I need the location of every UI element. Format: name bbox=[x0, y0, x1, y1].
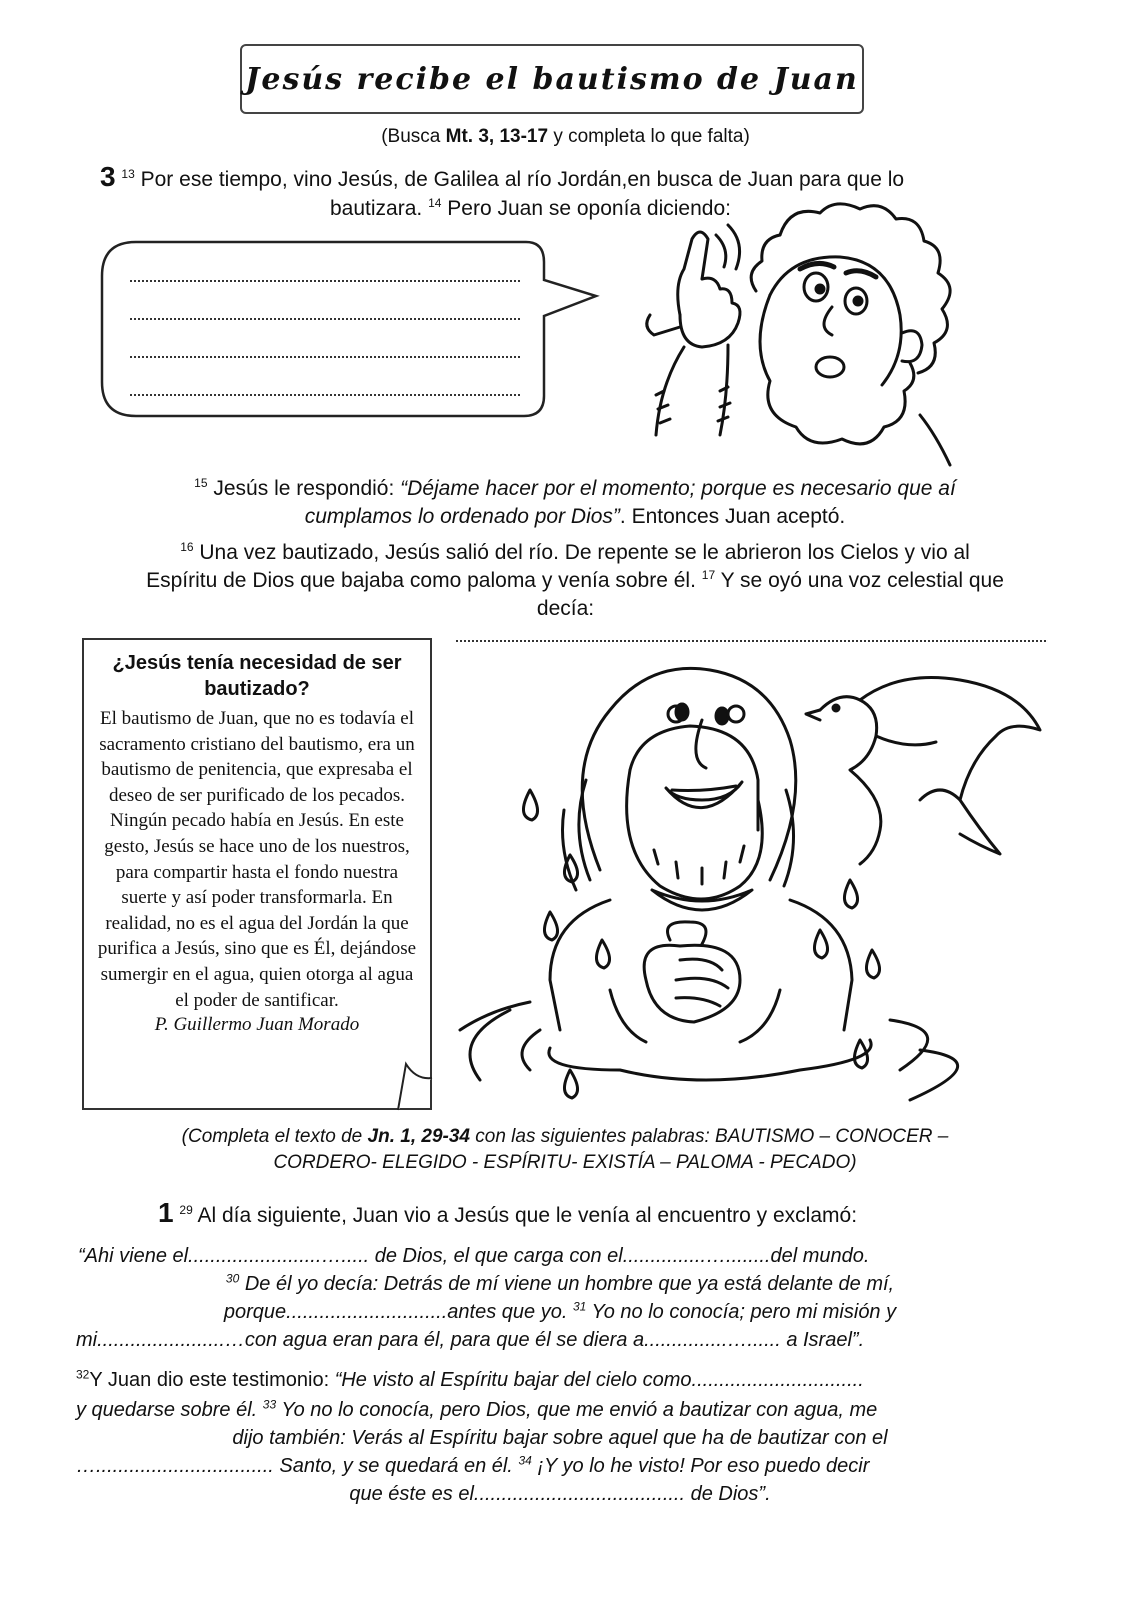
fill-line-g: dijo también: Verás al Espíritu bajar sobre aquel que ha de bautizar con el bbox=[232, 1427, 888, 1449]
title-box bbox=[240, 44, 864, 114]
fill-line-d[interactable]: mi.......................…con agua eran para él, para que él se diera a...............…...... a Israel”. bbox=[76, 1329, 865, 1351]
jesus-baptism-illustration bbox=[440, 650, 1080, 1120]
explanation-body: El bautismo de Juan, que no es todavía el sacramento cristiano del bautismo, era un bautismo de penitencia, que expresaba el deseo de ser purificado de los pecados. Ningún pecado había en Jesús. En este gesto, Jesús se hace uno de los nuestros, para compartir hasta el fondo nuestra suerte y así poder transformarla. En realidad, no es el agua del Jordán la que purifica a Jesús, sino que es Él, dejándose sumergir en el agua, quien otorga al agua el poder de santificar. bbox=[97, 708, 417, 1011]
answer-line-3[interactable] bbox=[130, 342, 520, 358]
page-title: Jesús recibe el bautismo de Juan bbox=[245, 61, 859, 97]
section-number-3: 3 bbox=[100, 161, 116, 192]
verse-13: 3 $^{13}$ Por ese tiempo, vino Jesús, de Galilea al río Jordán,en busca de Juan para que lo bbox=[100, 161, 905, 192]
fill-line-a[interactable]: “Ahi viene el........................…..... de Dios, el que carga con el...............…........del mundo. bbox=[78, 1245, 870, 1267]
instruction-mt: (Busca Mt. 3, 13-17 y completa lo que falta) bbox=[381, 126, 750, 147]
answer-line-2[interactable] bbox=[130, 304, 520, 320]
fill-line-c[interactable]: porque.............................antes que yo. $^{31}$ Yo no lo conocía; pero mi misión y bbox=[223, 1299, 897, 1323]
verse-14: bautizara. $^{14}$ Pero Juan se oponía diciendo: bbox=[330, 196, 731, 220]
instruction-jn: (Completa el texto de Jn. 1, 29-34 con las siguientes palabras: BAUTISMO – CONOCER – bbox=[181, 1126, 949, 1147]
verse-29: 1 $^{29}$ Al día siguiente, Juan vio a Jesús que le venía al encuentro y exclamó: bbox=[158, 1197, 858, 1228]
voice-answer-line[interactable] bbox=[456, 630, 1046, 642]
answer-line-1[interactable] bbox=[130, 266, 520, 282]
speech-bubble bbox=[96, 236, 606, 426]
instruction2-ref: Jn. 1, 29-34 bbox=[367, 1126, 470, 1147]
section-number-1: 1 bbox=[158, 1197, 174, 1228]
explanation-heading: ¿Jesús tenía necesidad de ser bautizado? bbox=[112, 652, 402, 700]
verse-17-cont: decía: bbox=[536, 597, 595, 620]
fill-line-b: $^{30}$ De él yo decía: Detrás de mí viene un hombre que ya está delante de mí, bbox=[225, 1271, 895, 1295]
fill-line-i[interactable]: que éste es el...................................... de Dios”. bbox=[349, 1483, 771, 1505]
verse-15: $^{15}$ Jesús le respondió: “Déjame hacer por el momento; porque es necesario que aí bbox=[194, 476, 956, 500]
page-curl-icon bbox=[396, 1058, 436, 1112]
verse-16-cont: Espíritu de Dios que bajaba como paloma y venía sobre él. $^{17}$ Y se oyó una voz celestial que bbox=[146, 568, 1004, 592]
fill-line-h[interactable]: …................................ Santo, y se quedará en él. $^{34}$ ¡Y yo lo he visto! Por eso puedo decir bbox=[76, 1453, 870, 1477]
answer-line-4[interactable] bbox=[130, 380, 520, 396]
verse-32[interactable]: $^{32}$Y Juan dio este testimonio: “He visto al Espíritu bajar del cielo como............................... bbox=[76, 1367, 864, 1391]
explanation-box bbox=[82, 638, 432, 1110]
word-bank: CORDERO- ELEGIDO - ESPÍRITU- EXISTÍA – PALOMA - PECADO) bbox=[273, 1152, 857, 1173]
explanation-signature: P. Guillermo Juan Morado bbox=[154, 1014, 360, 1036]
john-baptist-illustration bbox=[620, 195, 970, 470]
verse-15-cont: cumplamos lo ordenado por Dios”. Entonces Juan aceptó. bbox=[304, 505, 846, 528]
fill-line-f: y quedarse sobre él. $^{33}$ Yo no lo conocía, pero Dios, que me envió a bautizar con agua, me bbox=[76, 1397, 878, 1421]
instruction-ref: Mt. 3, 13-17 bbox=[445, 126, 549, 147]
verse-16: $^{16}$ Una vez bautizado, Jesús salió del río. De repente se le abrieron los Cielos y vio al bbox=[180, 540, 970, 564]
